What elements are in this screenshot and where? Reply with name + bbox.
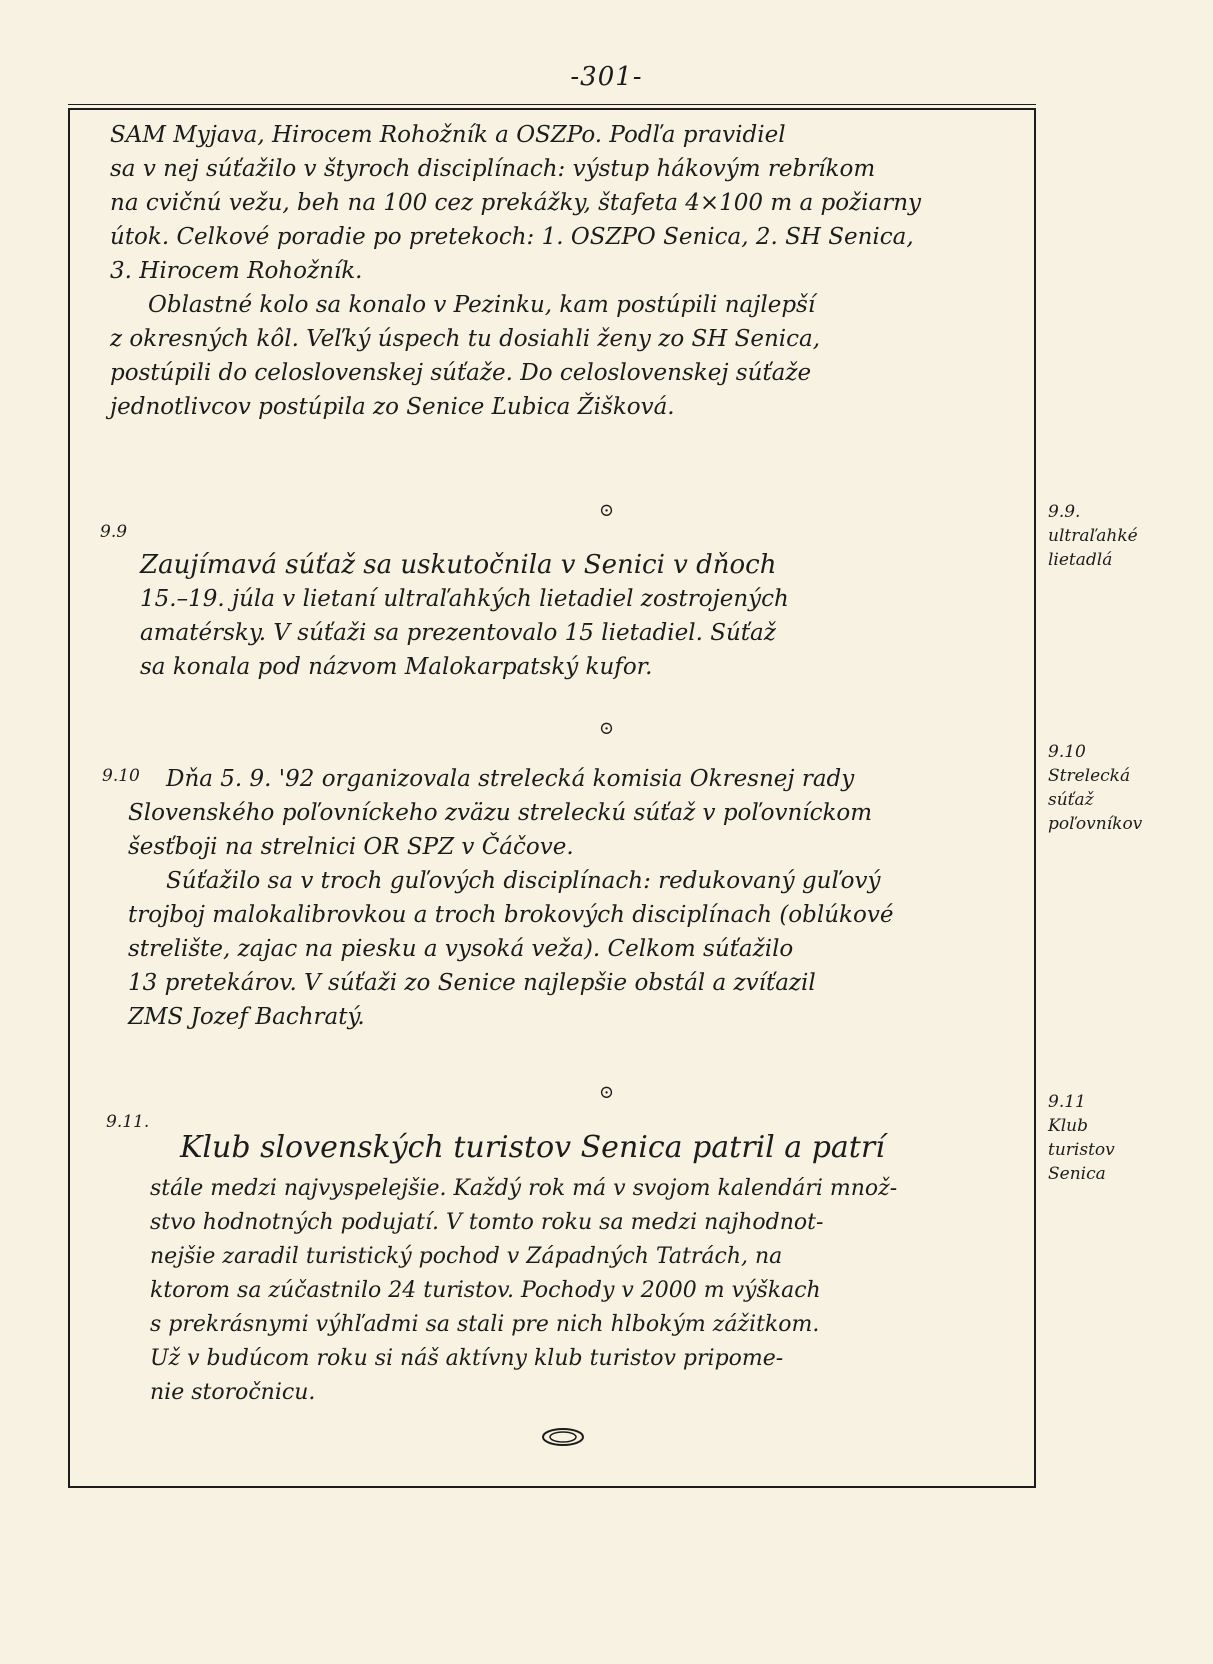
text-line: z okresných kôl. Veľký úspech tu dosiahli ženy zo SH Senica,	[110, 326, 821, 352]
text-line: sa konala pod názvom Malokarpatský kufor.	[140, 654, 653, 680]
margin-note-line: Senica	[1048, 1164, 1106, 1184]
frame-top-rule	[68, 104, 1036, 105]
text-line: Súťažilo sa v troch guľových disciplínach: redukovaný guľový	[166, 868, 881, 894]
text-line: Klub slovenských turistov Senica patril a patrí	[180, 1130, 885, 1165]
section-9-11-text	[150, 1124, 1070, 1410]
margin-note-9-9	[1048, 500, 1208, 572]
margin-note-9-10	[1048, 740, 1208, 836]
section-separator: ⊙	[598, 1082, 615, 1103]
page-number: -301-	[570, 62, 643, 92]
text-line: na cvičnú vežu, beh na 100 cez prekážky, štafeta 4×100 m a požiarny	[110, 190, 922, 216]
margin-note-line: 9.11	[1048, 1092, 1086, 1112]
margin-note-line: turistov	[1048, 1140, 1115, 1160]
margin-note-9-11	[1048, 1090, 1208, 1186]
text-line: jednotlivcov postúpila zo Senice Ľubica Žišková.	[110, 394, 675, 420]
text-line: stále medzi najvyspelejšie. Každý rok má v svojom kalendári množ-	[150, 1176, 898, 1201]
text-line: Dňa 5. 9. '92 organizovala strelecká komisia Okresnej rady	[166, 766, 855, 792]
text-line: ZMS Jozef Bachratý.	[128, 1004, 365, 1030]
section-9-9-text	[140, 548, 1060, 684]
text-line: šesťboji na strelnici OR SPZ v Čáčove.	[128, 834, 574, 860]
margin-note-line: Strelecká	[1048, 766, 1131, 786]
text-line: stvo hodnotných podujatí. V tomto roku sa medzi najhodnot-	[150, 1210, 824, 1235]
text-line: postúpili do celoslovenskej súťaže. Do celoslovenskej súťaže	[110, 360, 812, 386]
text-line: útok. Celkové poradie po pretekoch: 1. OSZPO Senica, 2. SH Senica,	[110, 224, 914, 250]
text-line: 3. Hirocem Rohožník.	[110, 258, 363, 284]
entry-number: 9.10	[102, 766, 140, 786]
text-line: strelište, zajac na piesku a vysoká veža). Celkom súťažilo	[128, 936, 794, 962]
text-line: amatérsky. V súťaži sa prezentovalo 15 lietadiel. Súťaž	[140, 620, 776, 646]
margin-note-line: ultraľahké	[1048, 526, 1138, 546]
entry-number: 9.11.	[106, 1112, 150, 1132]
margin-note-line: 9.9.	[1048, 502, 1081, 522]
text-line: nejšie zaradil turistický pochod v Západných Tatrách, na	[150, 1244, 783, 1269]
text-line: nie storočnicu.	[150, 1380, 316, 1405]
text-line: 13 pretekárov. V súťaži zo Senice najlepšie obstál a zvíťazil	[128, 970, 816, 996]
text-line: trojboj malokalibrovkou a troch brokových disciplínach (oblúkové	[128, 902, 894, 928]
text-line: sa v nej súťažilo v štyroch disciplínach: výstup hákovým rebríkom	[110, 156, 876, 182]
text-line: Slovenského poľovníckeho zväzu streleckú súťaž v poľovníckom	[128, 800, 873, 826]
closing-flourish-icon	[540, 1426, 586, 1448]
section-separator: ⊙	[598, 718, 615, 739]
entry-number: 9.9	[100, 522, 128, 542]
text-line: SAM Myjava, Hirocem Rohožník a OSZPo. Podľa pravidiel	[110, 122, 786, 148]
margin-note-line: súťaž	[1048, 790, 1094, 810]
text-line: s prekrásnymi výhľadmi sa stali pre nich hlbokým zážitkom.	[150, 1312, 820, 1337]
section-separator: ⊙	[598, 500, 615, 521]
margin-note-line: poľovníkov	[1048, 814, 1143, 834]
text-line: Zaujímavá súťaž sa uskutočnila v Senici v dňoch	[140, 550, 777, 580]
text-line: Už v budúcom roku si náš aktívny klub turistov pripome-	[150, 1346, 784, 1371]
margin-note-line: Klub	[1048, 1116, 1088, 1136]
text-line: Oblastné kolo sa konalo v Pezinku, kam postúpili najlepší	[148, 292, 816, 318]
section-1-text	[110, 118, 1030, 424]
margin-note-line: 9.10	[1048, 742, 1086, 762]
text-line: 15.–19. júla v lietaní ultraľahkých lietadiel zostrojených	[140, 586, 789, 612]
text-line: ktorom sa zúčastnilo 24 turistov. Pochody v 2000 m výškach	[150, 1278, 821, 1303]
section-9-10-text	[128, 762, 1048, 1034]
margin-note-line: lietadlá	[1048, 550, 1113, 570]
